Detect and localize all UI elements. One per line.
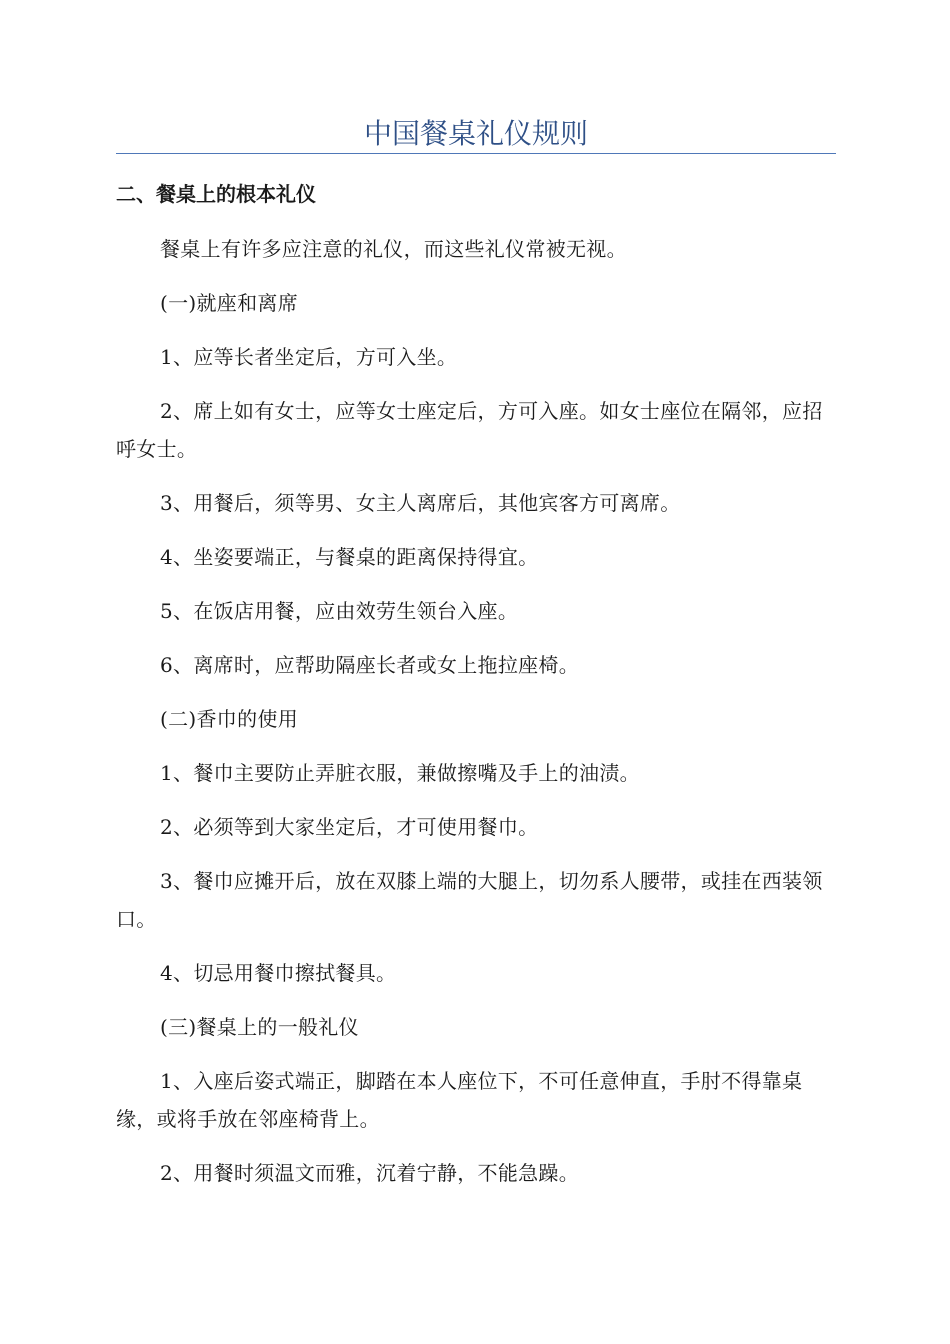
paragraph-item: 3、用餐后，须等男、女主人离席后，其他宾客方可离席。 [160,491,681,515]
paragraph-item: 1、应等长者坐定后，方可入坐。 [160,345,458,369]
paragraph-item: 4、坐姿要端正，与餐桌的距离保持得宜。 [160,545,539,569]
title-underline [116,153,836,154]
subheading-seating: (一)就座和离席 [160,291,299,315]
paragraph-item: 2、用餐时须温文而雅，沉着宁静，不能急躁。 [160,1161,580,1185]
paragraph-item: 2、席上如有女士，应等女士座定后，方可入座。如女士座位在隔邻，应招呼女士。 [116,399,823,461]
paragraph-item: 1、入座后姿式端正，脚踏在本人座位下，不可任意伸直，手肘不得靠桌缘，或将手放在邻座椅背上。 [116,1069,803,1131]
paragraph-item: 1、餐巾主要防止弄脏衣服，兼做擦嘴及手上的油渍。 [160,761,640,785]
section-heading: 二、餐桌上的根本礼仪 [116,182,316,206]
paragraph-item: 4、切忌用餐巾擦拭餐具。 [160,961,397,985]
paragraph-item: 2、必须等到大家坐定后，才可使用餐巾。 [160,815,539,839]
paragraph-item: 6、离席时，应帮助隔座长者或女上拖拉座椅。 [160,653,580,677]
paragraph-intro: 餐桌上有许多应注意的礼仪，而这些礼仪常被无视。 [160,237,627,261]
paragraph-item: 5、在饭店用餐，应由效劳生领台入座。 [160,599,519,623]
subheading-napkin: (二)香巾的使用 [160,707,299,731]
subheading-general-etiquette: (三)餐桌上的一般礼仪 [160,1015,359,1039]
paragraph-item: 3、餐巾应摊开后，放在双膝上端的大腿上，切勿系人腰带，或挂在西装领口。 [116,869,823,931]
document-title: 中国餐桌礼仪规则 [363,117,588,150]
